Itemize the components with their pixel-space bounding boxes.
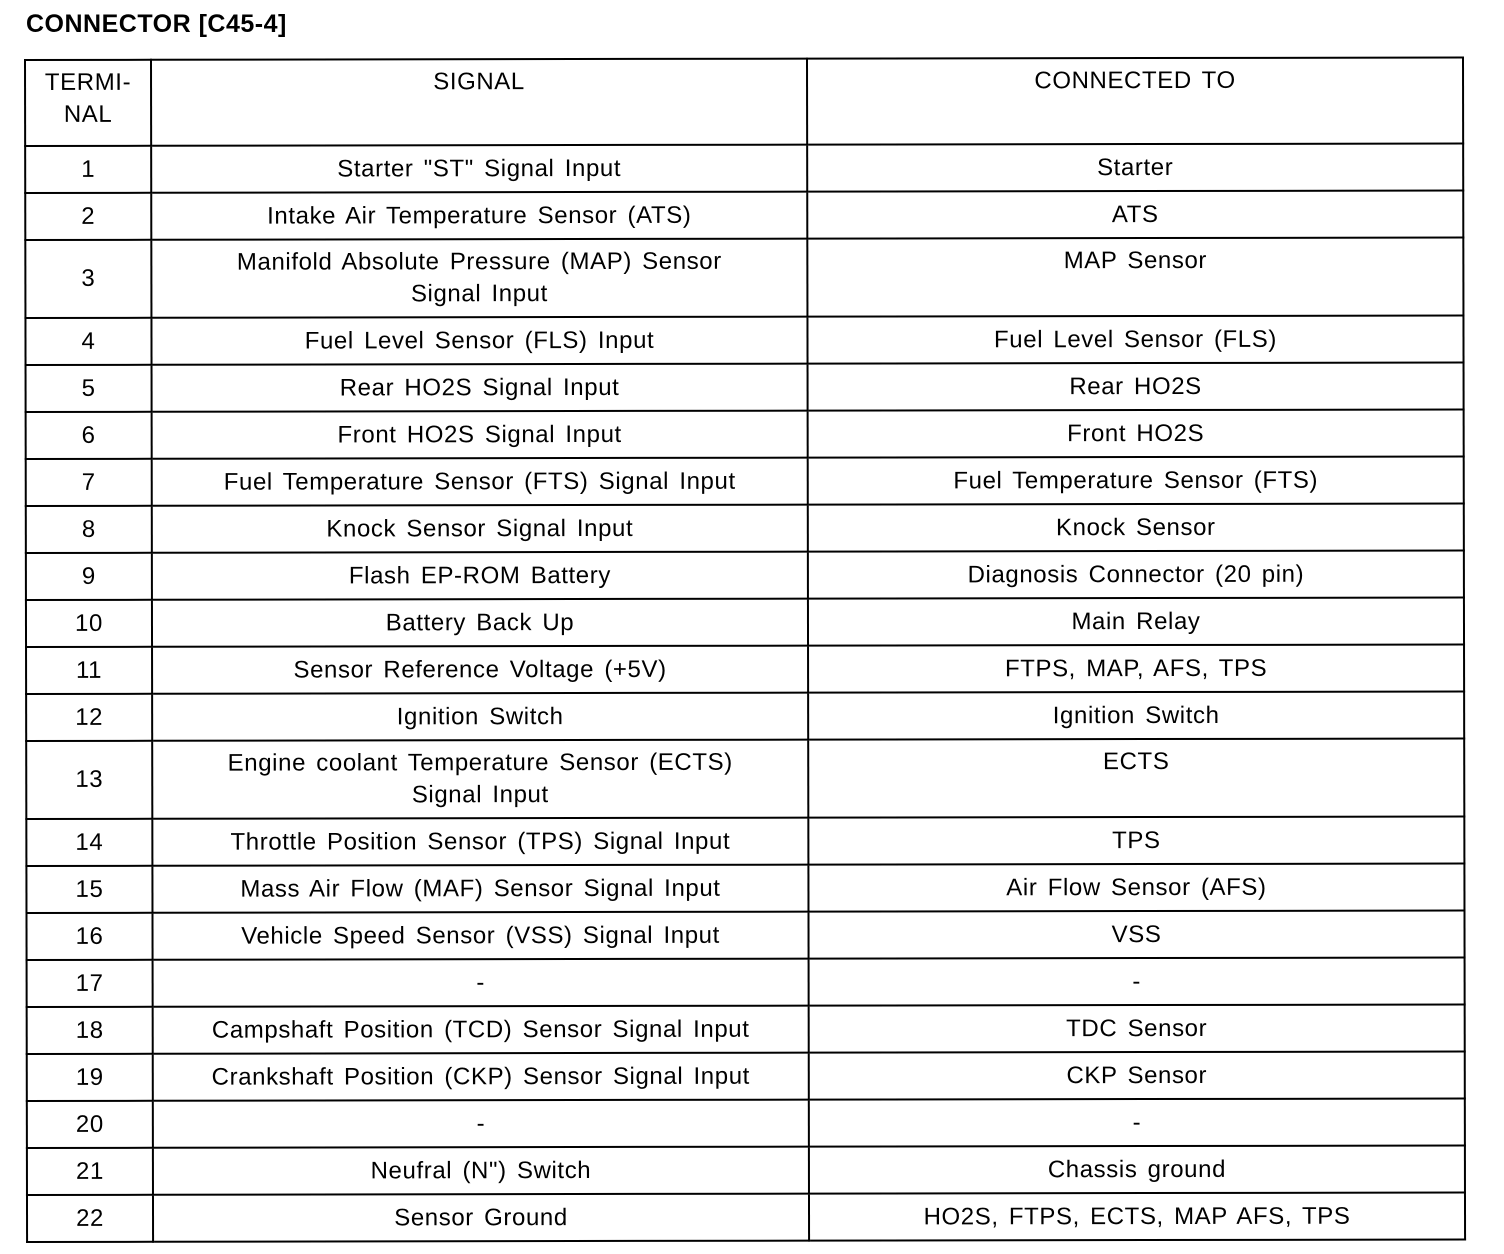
connected-cell: VSS	[808, 910, 1464, 958]
terminal-cell: 17	[27, 960, 153, 1007]
table-row	[26, 691, 1464, 741]
signal-cell: Sensor Ground	[153, 1194, 809, 1242]
terminal-cell: 13	[26, 741, 152, 819]
signal-line: Engine coolant Temperature Sensor (ECTS)	[227, 748, 733, 777]
connected-cell: ECTS	[808, 738, 1464, 817]
header-connected-to: CONNECTED TO	[807, 57, 1463, 144]
signal-line: Manifold Absolute Pressure (MAP) Sensor	[236, 247, 722, 276]
connected-cell: ATS	[807, 190, 1463, 238]
table-row	[27, 1051, 1465, 1101]
signal-cell: Throttle Position Sensor (TPS) Signal Input	[152, 818, 808, 866]
signal-cell: Battery Back Up	[152, 599, 808, 647]
terminal-cell: 18	[27, 1007, 153, 1054]
signal-cell: Sensor Reference Voltage (+5V)	[152, 646, 808, 694]
connected-cell: TDC Sensor	[809, 1004, 1465, 1052]
signal-cell: Fuel Level Sensor (FLS) Input	[151, 317, 807, 365]
connected-cell: Front HO2S	[808, 409, 1464, 457]
connected-cell: MAP Sensor	[807, 237, 1463, 316]
table-row	[26, 816, 1464, 866]
signal-cell: Flash EP-ROM Battery	[152, 552, 808, 600]
terminal-cell: 7	[26, 459, 152, 506]
table-row	[27, 1098, 1465, 1148]
signal-cell	[151, 239, 807, 318]
table-row	[25, 237, 1463, 318]
connected-cell: -	[809, 1098, 1465, 1146]
signal-cell: Ignition Switch	[152, 693, 808, 741]
signal-cell: Knock Sensor Signal Input	[152, 505, 808, 553]
connector-table	[24, 56, 1466, 1243]
table-row	[26, 362, 1464, 412]
connected-cell: Chassis ground	[809, 1145, 1465, 1193]
signal-cell: Front HO2S Signal Input	[152, 411, 808, 459]
signal-cell: Fuel Temperature Sensor (FTS) Signal Input	[152, 458, 808, 506]
connected-cell: -	[809, 957, 1465, 1005]
signal-cell: -	[153, 959, 809, 1007]
connected-cell: Fuel Temperature Sensor (FTS)	[808, 456, 1464, 504]
terminal-cell: 2	[25, 193, 151, 240]
table-row	[26, 503, 1464, 553]
table-row	[27, 1145, 1465, 1195]
signal-line: Signal Input	[411, 781, 549, 809]
table-row	[27, 957, 1465, 1007]
terminal-cell: 20	[27, 1101, 153, 1148]
table-row	[26, 738, 1464, 819]
connected-cell: Ignition Switch	[808, 691, 1464, 739]
terminal-cell: 10	[26, 600, 152, 647]
table-row	[27, 1004, 1465, 1054]
table-row	[27, 1192, 1465, 1242]
header-terminal-line2: NAL	[63, 100, 113, 128]
header-signal: SIGNAL	[151, 59, 807, 146]
terminal-cell: 12	[26, 694, 152, 741]
terminal-cell: 19	[27, 1054, 153, 1101]
connected-cell: Diagnosis Connector (20 pin)	[808, 550, 1464, 598]
terminal-cell: 3	[25, 240, 151, 318]
terminal-cell: 9	[26, 553, 152, 600]
connected-cell: TPS	[808, 816, 1464, 864]
terminal-cell: 15	[26, 866, 152, 913]
terminal-cell: 8	[26, 506, 152, 553]
connected-cell: Main Relay	[808, 597, 1464, 645]
table-row	[26, 910, 1464, 960]
table-row	[26, 597, 1464, 647]
table-row	[26, 644, 1464, 694]
terminal-cell: 4	[25, 318, 151, 365]
header-terminal-line1: TERMI-	[44, 68, 132, 96]
terminal-cell: 1	[25, 146, 151, 193]
signal-cell: Vehicle Speed Sensor (VSS) Signal Input	[152, 912, 808, 960]
table-header-row	[25, 57, 1463, 146]
connected-cell: CKP Sensor	[809, 1051, 1465, 1099]
terminal-cell: 11	[26, 647, 152, 694]
terminal-cell: 21	[27, 1148, 153, 1195]
table-row	[26, 550, 1464, 600]
table-row	[25, 190, 1463, 240]
signal-cell: Crankshaft Position (CKP) Sensor Signal Input	[153, 1053, 809, 1101]
connected-cell: HO2S, FTPS, ECTS, MAP AFS, TPS	[809, 1192, 1465, 1240]
signal-cell: Mass Air Flow (MAF) Sensor Signal Input	[152, 865, 808, 913]
signal-cell: Neufral (N") Switch	[153, 1147, 809, 1195]
signal-cell: -	[153, 1100, 809, 1148]
table-row	[25, 143, 1463, 193]
connected-cell: FTPS, MAP, AFS, TPS	[808, 644, 1464, 692]
header-terminal	[25, 60, 151, 146]
terminal-cell: 5	[26, 365, 152, 412]
terminal-cell: 6	[26, 412, 152, 459]
connected-cell: Fuel Level Sensor (FLS)	[807, 315, 1463, 363]
signal-line: Signal Input	[410, 280, 548, 308]
table-row	[26, 863, 1464, 913]
signal-cell: Rear HO2S Signal Input	[152, 364, 808, 412]
signal-cell: Starter "ST" Signal Input	[151, 145, 807, 193]
signal-cell	[152, 740, 808, 819]
connected-cell: Starter	[807, 143, 1463, 191]
terminal-cell: 16	[26, 913, 152, 960]
signal-cell: Intake Air Temperature Sensor (ATS)	[151, 192, 807, 240]
table-row	[26, 456, 1464, 506]
signal-cell: Campshaft Position (TCD) Sensor Signal Input	[153, 1006, 809, 1054]
connected-cell: Knock Sensor	[808, 503, 1464, 551]
table-row	[25, 315, 1463, 365]
connected-cell: Air Flow Sensor (AFS)	[808, 863, 1464, 911]
connected-cell: Rear HO2S	[808, 362, 1464, 410]
table-row	[26, 409, 1464, 459]
terminal-cell: 14	[26, 819, 152, 866]
page-title: CONNECTOR [C45-4]	[26, 10, 287, 38]
terminal-cell: 22	[27, 1195, 153, 1242]
